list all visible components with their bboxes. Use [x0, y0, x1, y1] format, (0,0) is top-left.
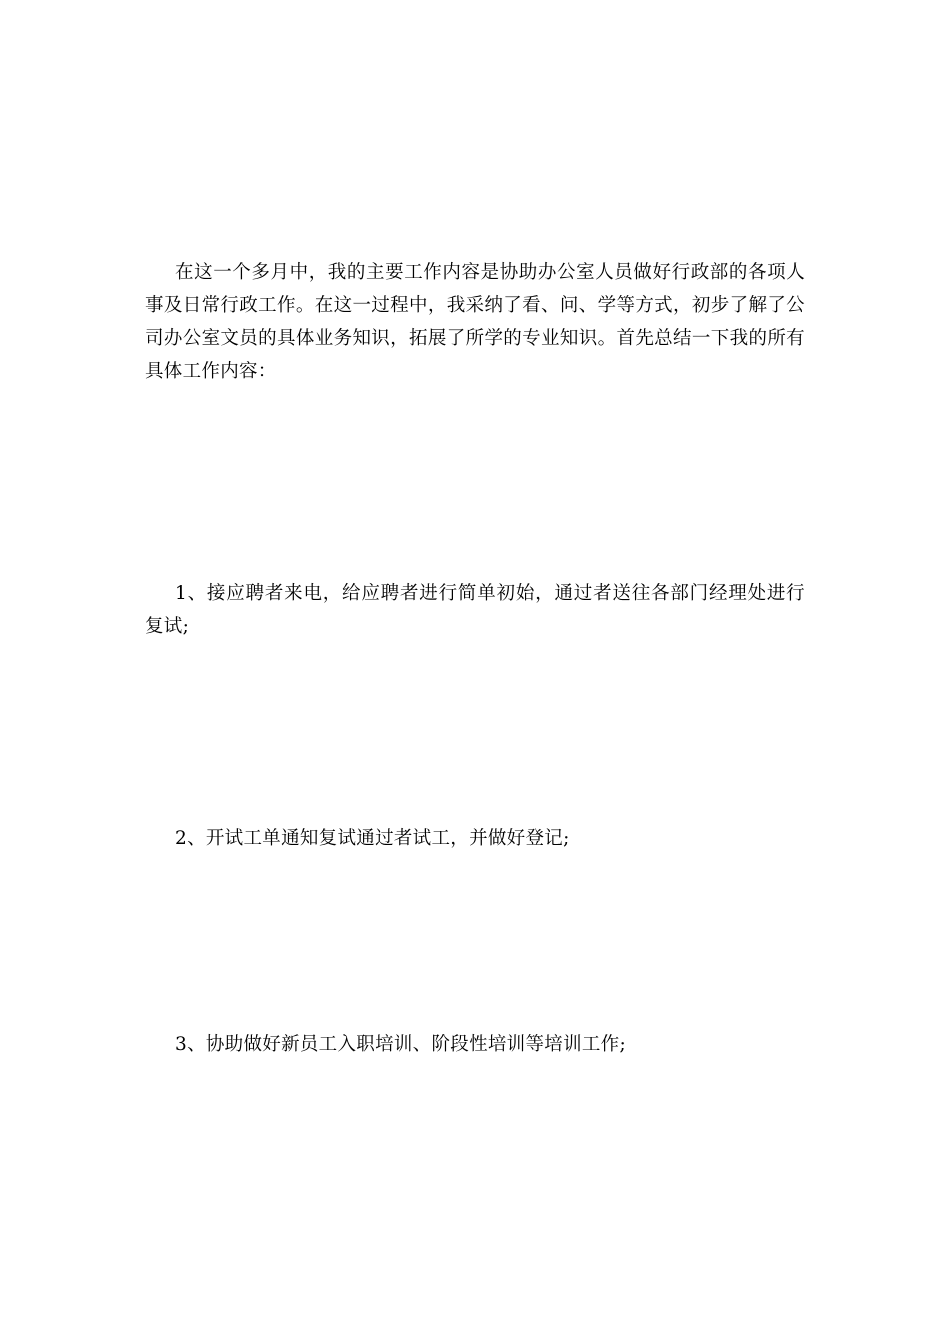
intro-paragraph: 在这一个多月中，我的主要工作内容是协助办公室人员做好行政部的各项人事及日常行政工作。在这一过程中，我采纳了看、问、学等方式，初步了解了公司办公室文员的具体业务知识，拓展了所学的专业知识。首先总结一下我的所有具体工作内容： — [145, 262, 805, 382]
list-item: 3、协助做好新员工入职培训、阶段性培训等培训工作; — [175, 1034, 627, 1055]
list-item: 1、接应聘者来电，给应聘者进行简单初始，通过者送往各部门经理处进行复试; — [145, 583, 805, 637]
list-item: 2、开试工单通知复试通过者试工，并做好登记; — [175, 828, 570, 849]
